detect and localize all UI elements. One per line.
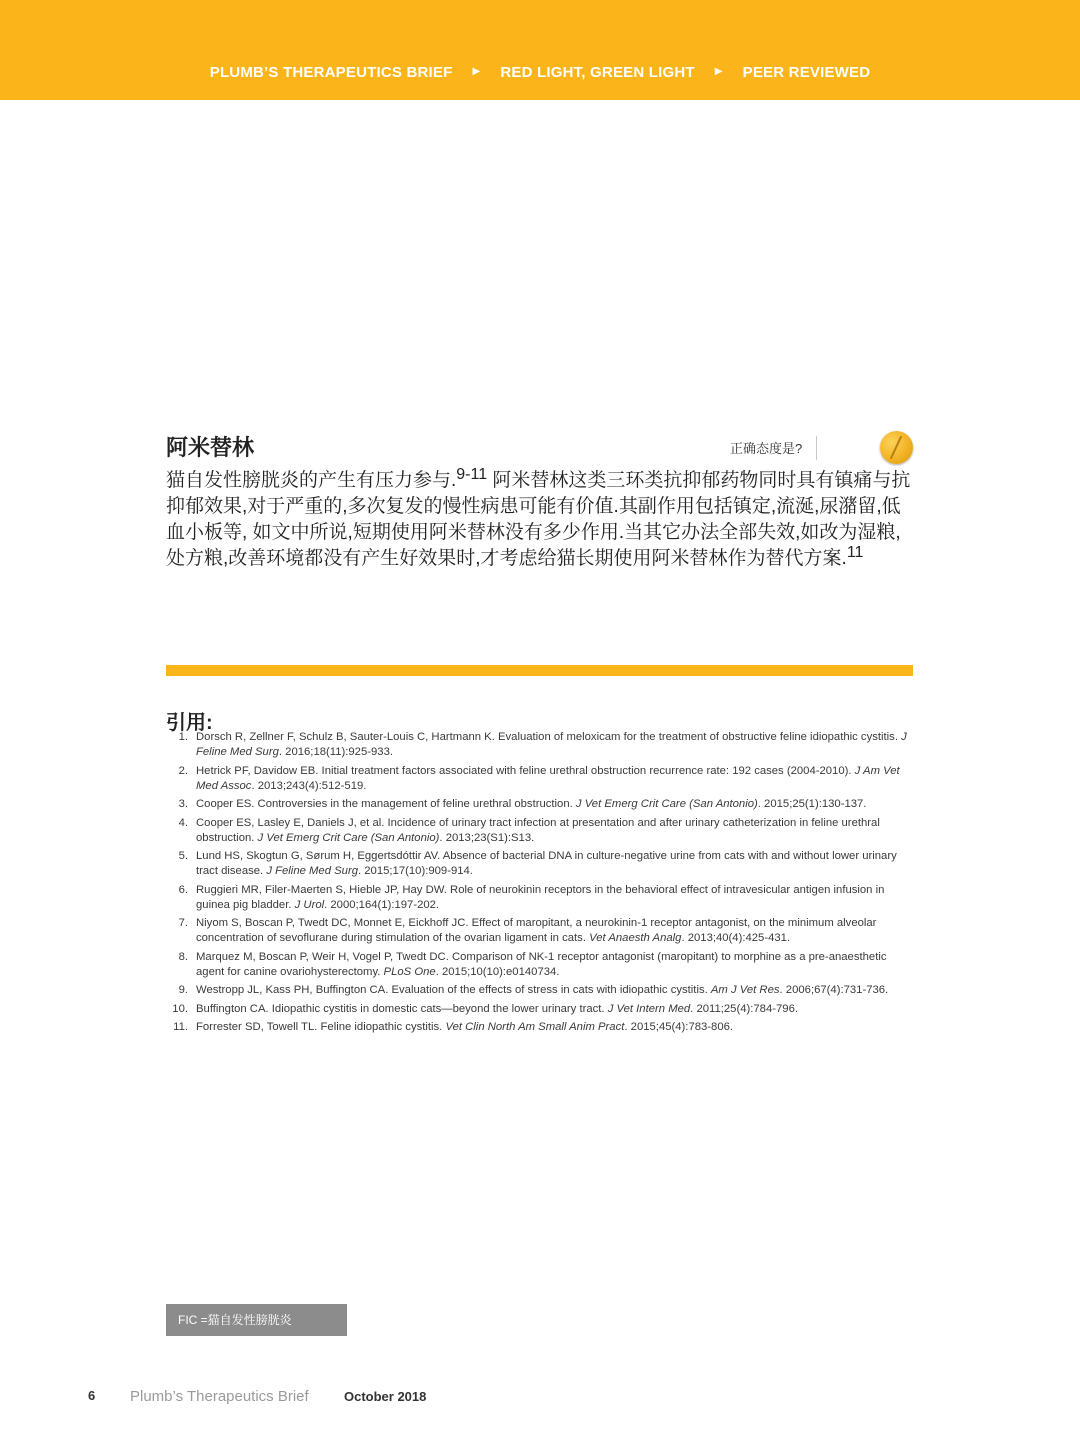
reference-journal: Am J Vet Res — [710, 984, 780, 996]
reference-journal: Vet Anaesth Analg — [589, 932, 682, 944]
reference-citation: . 2013;23(S1):S13. — [439, 831, 535, 844]
reference-number: 11. — [173, 1021, 188, 1033]
citation-superscript: 11 — [846, 544, 864, 561]
page-number: 6 — [88, 1388, 96, 1403]
header-bar — [0, 0, 1080, 100]
reference-text — [188, 730, 916, 760]
references-heading: 引用: — [166, 712, 213, 734]
reference-authors-title: Niyom S, Boscan P, Twedt DC, Monnet E, Eickhoff JC. Effect of maropitant, a neurokinin-1 receptor antagonist, on the minimum alveolar concentration of sevoflurane during stimulation of the ovarian ligament in cats. — [196, 917, 877, 944]
body-text-part: 阿米替林这类三环类抗抑郁药物同时具有镇痛与抗抑郁效果,对于严重的,多次复发的慢性病患可能有价值.其副作用包括镇定,流涎,尿潴留,低血小板等, 如文中所说,短期使用阿米替林没有多少作用.当其它办法全部失效,如改为湿粮,处方粮,改善环境都没有产生好效果时,才考虑给猫长期使用阿米替林作为替代方案. — [166, 470, 911, 569]
reference-journal: PLoS One — [383, 965, 436, 978]
reference-citation: . 2015;25(1):130-137. — [757, 798, 867, 810]
reference-citation: . 2013;243(4):512-519. — [251, 779, 367, 792]
section-title: 阿米替林 — [166, 435, 255, 460]
reference-text — [188, 883, 916, 913]
reference-journal: J Urol — [294, 898, 325, 911]
reference-authors-title: Ruggieri MR, Filer-Maerten S, Hieble JP, Hay DW. Role of neurokinin receptors in the behavioral effect of intravesicular antigen infusion in guinea pig bladder. — [196, 883, 885, 911]
section-divider — [166, 665, 913, 676]
reference-item — [166, 1020, 916, 1035]
reference-text — [188, 1002, 916, 1017]
divider — [816, 436, 817, 460]
breadcrumb-item[interactable]: RED LIGHT, GREEN LIGHT — [500, 64, 695, 81]
citation-superscript: 9-11 — [456, 466, 488, 483]
reference-text — [188, 916, 916, 946]
reference-item — [166, 730, 916, 760]
reference-item — [166, 983, 916, 998]
reference-number: 7. — [178, 917, 188, 929]
triangle-right-icon: ▶ — [714, 66, 723, 77]
reference-authors-title: Westropp JL, Kass PH, Buffington CA. Evaluation of the effects of stress in cats with idiopathic cystitis. — [196, 984, 711, 996]
breadcrumb — [0, 64, 1080, 81]
reference-number: 1. — [178, 731, 188, 743]
reference-item — [166, 950, 916, 980]
reference-number: 8. — [178, 950, 188, 963]
reference-journal: J Feline Med Surg — [266, 865, 358, 877]
reference-item — [166, 1002, 916, 1017]
reference-number: 3. — [178, 798, 188, 810]
references-list — [166, 730, 916, 1039]
reference-authors-title: Marquez M, Boscan P, Weir H, Vogel P, Twedt DC. Comparison of NK-1 receptor antagonist (maropitant) to morphine as a pre-anaesthetic agent for canine ovariohysterectomy. — [196, 950, 887, 978]
reference-journal: J Am Vet Med Assoc — [196, 764, 900, 792]
reference-journal: Vet Clin North Am Small Anim Pract — [445, 1021, 625, 1033]
reference-number: 4. — [178, 816, 188, 829]
reference-number: 9. — [178, 984, 188, 996]
reference-journal: J Vet Emerg Crit Care (San Antonio) — [575, 798, 758, 810]
reference-citation: . 2016;18(11):925-933. — [278, 746, 393, 758]
reference-item — [166, 849, 916, 879]
reference-item — [166, 916, 916, 946]
reference-journal: J Vet Emerg Crit Care (San Antonio) — [257, 831, 440, 844]
reference-authors-title: Cooper ES. Controversies in the management of feline urethral obstruction. — [196, 798, 576, 810]
reference-authors-title: Forrester SD, Towell TL. Feline idiopathic cystitis. — [196, 1021, 446, 1033]
reference-item — [166, 816, 916, 846]
reference-authors-title: Dorsch R, Zellner F, Schulz B, Sauter-Louis C, Hartmann K. Evaluation of meloxicam for the treatment of obstructive feline idiopathic cystitis. — [196, 731, 902, 743]
triangle-right-icon: ▶ — [472, 66, 481, 77]
reference-citation: . 2000;164(1):197-202. — [324, 898, 440, 911]
reference-number: 5. — [178, 850, 188, 862]
breadcrumb-item[interactable]: PLUMB’S THERAPEUTICS BRIEF — [209, 64, 453, 81]
reference-text — [188, 849, 916, 879]
stance-label: 正确态度是? — [730, 441, 803, 456]
reference-item — [166, 797, 916, 812]
abbreviation-box: FIC =猫自发性膀胱炎 — [166, 1304, 347, 1336]
reference-citation: . 2006;67(4):731-736. — [779, 984, 889, 996]
reference-citation: . 2013;40(4):425-431. — [681, 932, 791, 944]
reference-text — [188, 983, 916, 998]
reference-authors-title: Lund HS, Skogtun G, Sørum H, Eggertsdóttir AV. Absence of bacterial DNA in culture-negative urine from cats with and without lower urinary tract disease. — [196, 850, 897, 877]
reference-text — [188, 764, 916, 794]
publication-name: Plumb’s Therapeutics Brief — [130, 1388, 309, 1405]
reference-citation: . 2015;10(10):e0140734. — [435, 965, 560, 978]
reference-number: 6. — [178, 883, 188, 896]
reference-journal: J Feline Med Surg — [196, 731, 907, 758]
amber-pill-icon — [880, 431, 913, 464]
reference-citation: . 2011;25(4):784-796. — [690, 1002, 798, 1015]
reference-number: 10. — [172, 1002, 188, 1015]
breadcrumb-item[interactable]: PEER REVIEWED — [742, 64, 871, 81]
issue-date: October 2018 — [344, 1389, 427, 1404]
reference-citation: . 2015;45(4):783-806. — [624, 1021, 734, 1033]
body-paragraph — [166, 468, 916, 572]
reference-authors-title: Cooper ES, Lasley E, Daniels J, et al. Incidence of urinary tract infection at presentation and after urinary catheterization in feline urethral obstruction. — [196, 816, 880, 844]
reference-authors-title: Buffington CA. Idiopathic cystitis in domestic cats—beyond the lower urinary tract. — [196, 1002, 608, 1015]
reference-authors-title: Hetrick PF, Davidow EB. Initial treatment factors associated with feline urethral obstruction recurrence rate: 192 cases (2004-2010). — [196, 764, 855, 777]
reference-text — [188, 816, 916, 846]
reference-item — [166, 883, 916, 913]
reference-journal: J Vet Intern Med — [607, 1002, 691, 1015]
reference-item — [166, 764, 916, 794]
body-text-part: 猫自发性膀胱炎的产生有压力参与. — [166, 470, 457, 491]
reference-text — [188, 1020, 916, 1035]
reference-number: 2. — [178, 764, 188, 777]
reference-text — [188, 950, 916, 980]
reference-text — [188, 797, 916, 812]
reference-citation: . 2015;17(10):909-914. — [358, 865, 473, 877]
